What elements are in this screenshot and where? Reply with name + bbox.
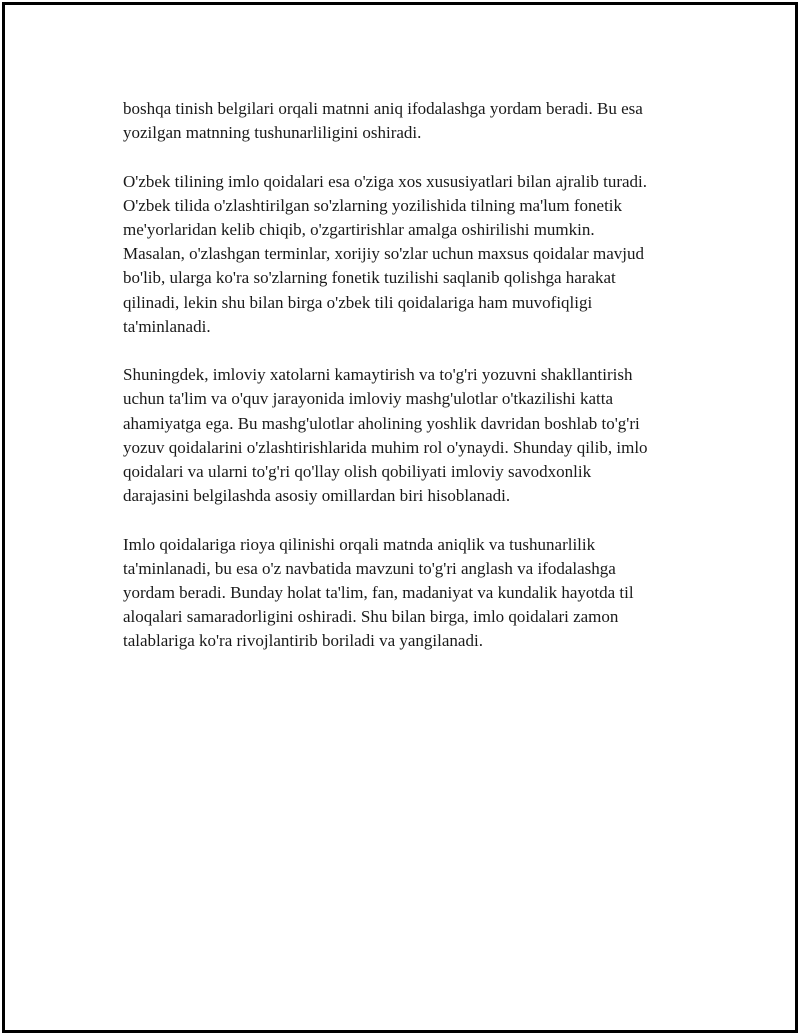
paragraph-4 [123,533,713,654]
text-line: O'zbek tilining imlo qoidalari esa o'ziga xos xususiyatlari bilan ajralib turadi. [123,171,648,191]
text-line: yozilgan matnning tushunarliligini oshiradi. [123,123,422,143]
text-line: darajasini belgilashda asosiy omillardan biri hisoblanadi. [123,486,511,506]
text-line: ahamiyatga ega. Bu mashg'ulotlar aholining yoshlik davridan boshlab to'g'ri [123,413,640,433]
paragraph-3 [123,363,713,508]
text-line: O'zbek tilida o'zlashtirilgan so'zlarning yozilishida tilning ma'lum fonetik [123,195,623,215]
text-line: bo'lib, ularga ko'ra so'zlarning fonetik tuzilishi saqlanib qolishga harakat [123,268,616,288]
text-line: uchun ta'lim va o'quv jarayonida imloviy mashg'ulotlar o'tkazilishi katta [123,389,614,409]
text-line: yozuv qoidalarini o'zlashtirishlarida muhim rol o'ynaydi. Shunday qilib, imlo [123,437,648,457]
text-line: me'yorlaridan kelib chiqib, o'zgartirishlar amalga oshirilishi mumkin. [123,220,595,239]
text-line: yordam beradi. Bunday holat ta'lim, fan, madaniyat va kundalik hayotda til [123,583,634,603]
paragraph-2 [123,170,713,339]
text-line: qoidalari va ularni to'g'ri qo'llay olish qobiliyati imloviy savodxonlik [123,462,592,482]
text-line: Imlo qoidalariga rioya qilinishi orqali matnda aniqlik va tushunarlilik [123,534,596,554]
document-body [123,97,713,678]
text-line: ta'minlanadi. [123,316,211,336]
text-line: ta'minlanadi, bu esa o'z navbatida mavzuni to'g'ri anglash va ifodalashga [123,558,616,578]
text-line: qilinadi, lekin shu bilan birga o'zbek tili qoidalariga ham muvofiqligi [123,292,593,312]
text-line: Masalan, o'zlashgan terminlar, xorijiy so'zlar uchun maxsus qoidalar mavjud [123,244,644,264]
page-frame [2,2,798,1033]
text-line: talablariga ko'ra rivojlantirib boriladi va yangilanadi. [123,631,483,651]
text-line: Shuningdek, imloviy xatolarni kamaytirish va to'g'ri yozuvni shakllantirish [123,365,633,385]
paragraph-1 [123,97,713,145]
text-line: aloqalari samaradorligini oshiradi. Shu bilan birga, imlo qoidalari zamon [123,607,619,627]
text-line: boshqa tinish belgilari orqali matnni aniq ifodalashga yordam beradi. Bu esa [123,99,643,118]
